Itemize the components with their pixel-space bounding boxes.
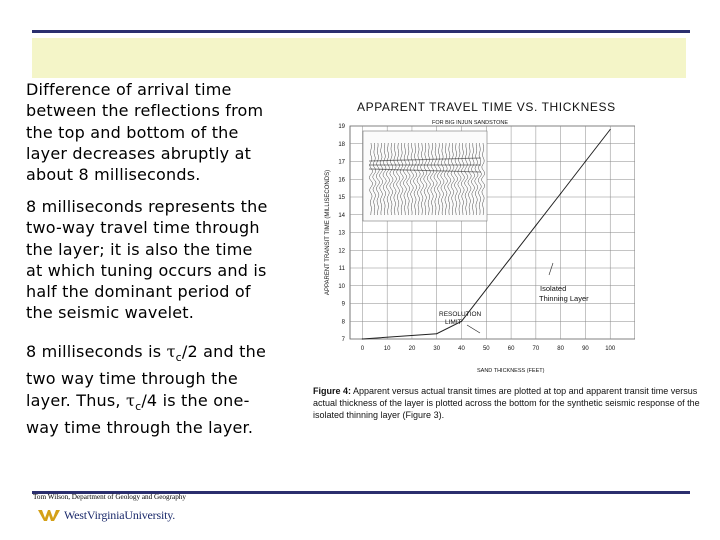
y-tick-label: 11 bbox=[338, 266, 345, 272]
x-tick-label: 10 bbox=[383, 346, 391, 352]
tau-symbol: τ bbox=[166, 342, 176, 361]
y-tick-label: 12 bbox=[338, 248, 345, 255]
annotation-resolution-limit bbox=[439, 311, 482, 326]
y-tick-label: 18 bbox=[338, 141, 345, 148]
footer-credit: Tom Wilson, Department of Geology and Geography bbox=[33, 493, 186, 501]
y-axis-label: APPARENT TRANSIT TIME (MILLISECONDS) bbox=[325, 169, 331, 296]
annotation-leader bbox=[549, 263, 553, 275]
x-tick-label: 90 bbox=[582, 346, 589, 352]
y-tick-label: 16 bbox=[338, 177, 345, 184]
annotation-line: RESOLUTION bbox=[439, 311, 482, 318]
tau-subscript: c bbox=[175, 351, 182, 365]
header-rule bbox=[32, 30, 690, 33]
x-tick-label: 70 bbox=[532, 346, 540, 352]
x-tick-label: 40 bbox=[458, 346, 465, 352]
series-point bbox=[510, 257, 511, 258]
series-point bbox=[436, 333, 437, 334]
paragraph-tuning: 8 milliseconds represents the two-way travel time through the layer; it is also the time at which tuning occurs and is half the dominant period of the seismic wavelet. bbox=[26, 197, 268, 323]
x-tick-label: 30 bbox=[433, 346, 441, 352]
x-tick-label: 0 bbox=[360, 346, 365, 352]
annotation-isolated-layer bbox=[539, 284, 589, 303]
university-name: WestVirginiaUniversity. bbox=[64, 508, 176, 522]
tau-subscript: c bbox=[135, 399, 142, 413]
y-tick-label: 15 bbox=[338, 195, 345, 201]
caption-label: Figure 4: bbox=[313, 386, 352, 396]
waveform-inset bbox=[363, 131, 487, 221]
paragraph-tau bbox=[26, 341, 266, 439]
p3-part-c: /4 is the one- way time through the layer. bbox=[26, 390, 254, 438]
chart-title: APPARENT TRAVEL TIME VS. THICKNESS bbox=[357, 100, 616, 114]
university-logo bbox=[38, 508, 175, 523]
y-tick-label: 7 bbox=[341, 337, 345, 343]
series-point bbox=[560, 193, 561, 194]
x-axis-label: SAND THICKNESS (FEET) bbox=[477, 368, 545, 374]
figure-chart bbox=[317, 93, 635, 383]
y-tick-label: 17 bbox=[338, 159, 345, 166]
annotation-line: Thinning Layer bbox=[539, 294, 589, 303]
series-point bbox=[585, 161, 586, 162]
p3-part-a: 8 milliseconds is bbox=[26, 342, 167, 361]
x-tick-label: 80 bbox=[557, 346, 564, 352]
x-tick-label: 20 bbox=[408, 346, 416, 352]
caption-text: Apparent versus actual transit times are plotted at top and apparent transit time versus actual thickness of the layer is plotted across the bottom for the synthetic seismic response of the isolated thinning layer (Figure 3). bbox=[313, 386, 700, 420]
y-tick-label: 19 bbox=[338, 124, 345, 130]
x-tick-label: 50 bbox=[482, 346, 490, 352]
x-tick-label: 100 bbox=[605, 346, 616, 352]
series-point bbox=[362, 338, 363, 339]
paragraph-arrival-time: Difference of arrival time between the reflections from the top and bottom of the layer decreases abruptly at about 8 milliseconds. bbox=[26, 80, 264, 185]
annotation-leader bbox=[467, 325, 480, 333]
figure-caption bbox=[313, 385, 713, 421]
y-tick-label: 14 bbox=[338, 212, 345, 219]
x-tick-label: 60 bbox=[507, 346, 515, 352]
series-point bbox=[610, 129, 611, 130]
chart-svg bbox=[317, 93, 635, 383]
annotation-line: LIMIT bbox=[445, 319, 462, 326]
series-point bbox=[486, 289, 487, 290]
y-tick-label: 8 bbox=[341, 319, 345, 326]
y-tick-label: 10 bbox=[338, 283, 345, 290]
chart-subtitle: FOR BIG INJUN SANDSTONE bbox=[432, 120, 508, 126]
wvu-logo-icon bbox=[38, 509, 60, 522]
tau-symbol: τ bbox=[126, 390, 136, 410]
annotation-line: Isolated bbox=[540, 284, 567, 293]
y-tick-label: 9 bbox=[341, 301, 345, 308]
p3-part-b: /2 and the two way time through the layer. Thus, bbox=[26, 342, 267, 410]
header-band bbox=[32, 38, 686, 78]
series-point bbox=[535, 225, 536, 226]
y-tick-label: 13 bbox=[338, 230, 345, 237]
